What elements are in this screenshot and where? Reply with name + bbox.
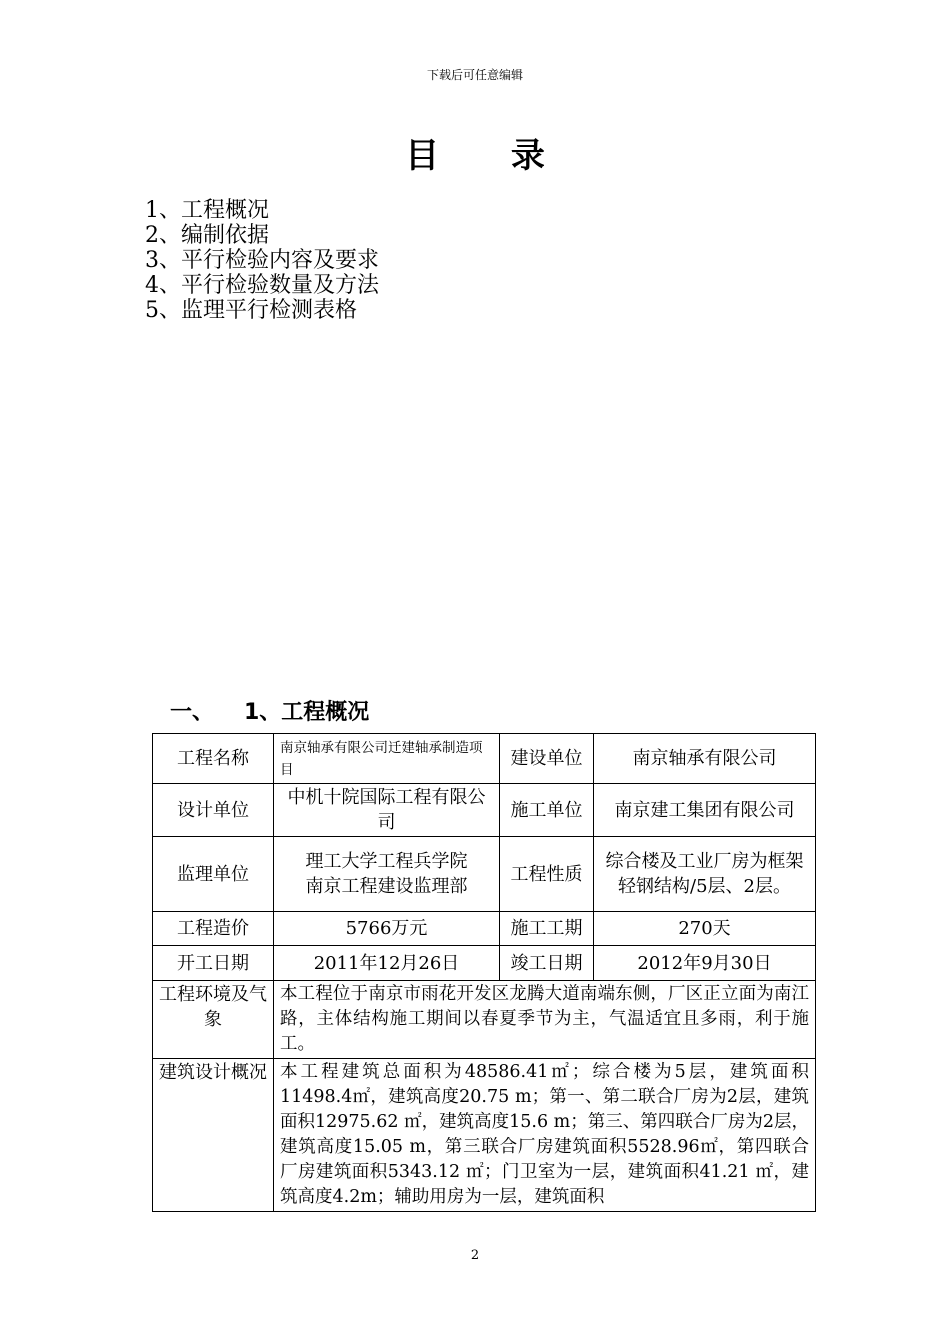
section-heading [170,695,369,726]
header-note: 下载后可任意编辑 [426,68,523,82]
client-value: 南京轴承有限公司 [594,734,816,784]
project-name-value: 南京轴承有限公司迁建轴承制造项目 [274,734,500,784]
table-of-contents [145,198,379,323]
cost-value: 5766万元 [274,912,500,946]
start-date-value: 2011年12月26日 [274,946,500,981]
environment-value: 本工程位于南京市雨花开发区龙腾大道南端东侧，厂区正立面为南江路，主体结构施工期间以春夏季节为主，气温适宜且多雨，利于施工。 [274,981,816,1059]
toc-item: 2、编制依据 [145,223,269,248]
designer-label: 设计单位 [153,784,274,837]
project-name-label: 工程名称 [153,734,274,784]
designer-value: 中机十院国际工程有限公司 [274,784,500,837]
contractor-label: 施工单位 [500,784,594,837]
toc-item: 3、平行检验内容及要求 [145,248,379,273]
duration-label: 施工工期 [500,912,594,946]
contractor-value: 南京建工集团有限公司 [594,784,816,837]
supervisor-value [274,837,500,912]
table-row [153,784,816,837]
nature-value: 综合楼及工业厂房为框架轻钢结构/5层、2层。 [594,837,816,912]
supervisor-label: 监理单位 [153,837,274,912]
design-value: 本工程建筑总面积为48586.41㎡；综合楼为5层，建筑面积11498.4㎡，建筑高度20.75 m；第一、第二联合厂房为2层，建筑面积12975.62 ㎡，建筑高度15.6 m；第三、第四联合厂房为2层，建筑高度15.05 m，第三联合厂房建筑面积5528.96㎡，第四联合厂房建筑面积5343.12 ㎡；门卫室为一层，建筑面积41.21 ㎡，建筑高度4.2m；辅助用房为一层，建筑面积 [274,1059,816,1212]
table-row [153,946,816,981]
table-row [153,912,816,946]
toc-item: 5、监理平行检测表格 [145,298,357,323]
section-number: 一、 [170,700,215,725]
start-date-label: 开工日期 [153,946,274,981]
finish-date-label: 竣工日期 [500,946,594,981]
client-label: 建设单位 [500,734,594,784]
toc-item: 1、工程概况 [145,198,269,223]
design-label: 建筑设计概况 [153,1059,274,1212]
nature-label: 工程性质 [500,837,594,912]
table-row [153,837,816,912]
page-number: 2 [470,1248,480,1263]
cost-label: 工程造价 [153,912,274,946]
toc-title: 目 录 [405,136,575,176]
table-row [153,981,816,1059]
finish-date-value: 2012年9月30日 [594,946,816,981]
project-overview-table [152,733,816,1212]
toc-item: 4、平行检验数量及方法 [145,273,379,298]
supervisor-line-2: 南京工程建设监理部 [305,876,468,897]
duration-value: 270天 [594,912,816,946]
table-row [153,1059,816,1212]
supervisor-line-1: 理工大学工程兵学院 [305,851,468,872]
environment-label: 工程环境及气象 [153,981,274,1059]
table-row [153,734,816,784]
section-title: 1、工程概况 [244,700,370,725]
